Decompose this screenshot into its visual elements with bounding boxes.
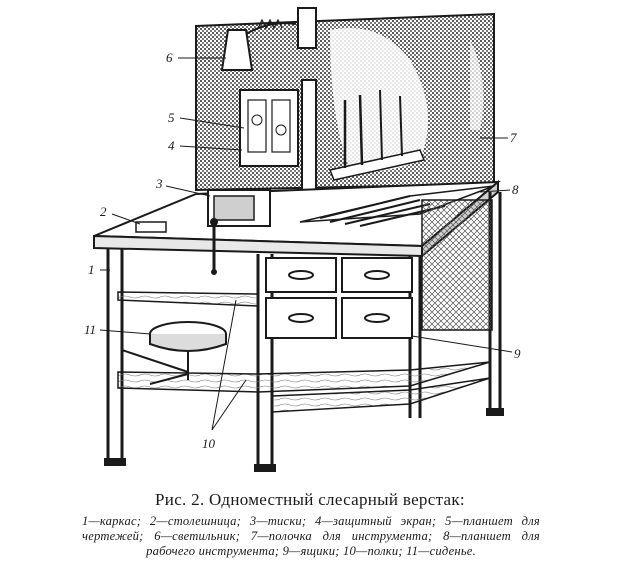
side-mesh-panel	[422, 200, 492, 330]
callout-10: 10	[202, 436, 215, 451]
feet	[104, 408, 504, 472]
drawing-board	[240, 90, 298, 166]
callout-11: 11	[84, 322, 97, 337]
callout-3: 3	[156, 176, 163, 191]
callout-6: 6	[166, 50, 173, 65]
callout-9: 9	[514, 346, 521, 361]
callout-7: 7	[510, 130, 517, 145]
figure-legend: 1—каркас; 2—столешница; 3—тиски; 4—защитный экран; 5—планшет для чертежей; 6—светильник; 7—полочка для инструмента; 8—планшет для рабочего инструмента; 9—ящики; 10—полки; 11—сиденье.	[82, 514, 540, 558]
callout-2: 2	[100, 204, 107, 219]
callout-8: 8	[512, 182, 519, 197]
figure-caption-title: Рис. 2. Одноместный слесарный верстак:	[155, 490, 465, 509]
callout-5: 5	[168, 110, 175, 125]
drawers	[266, 258, 412, 338]
callout-4: 4	[168, 138, 175, 153]
callout-1: 1	[88, 262, 95, 277]
